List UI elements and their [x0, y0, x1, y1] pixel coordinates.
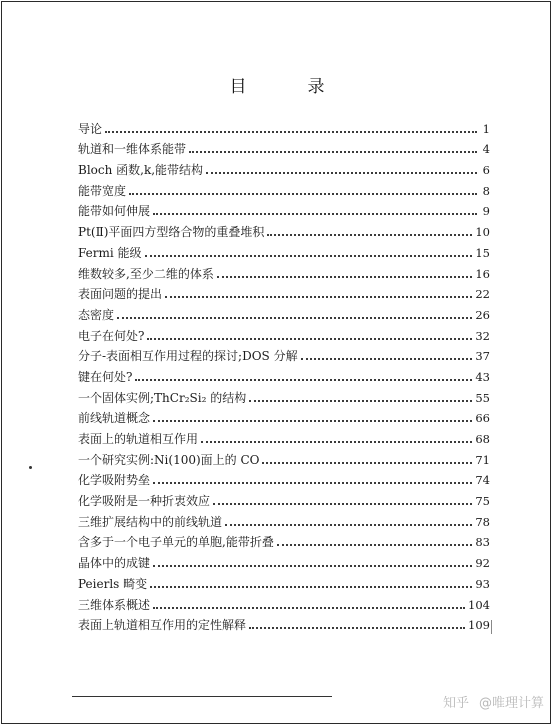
toc-entry-title: Fermi 能级 [78, 245, 142, 260]
toc-entry [78, 239, 490, 260]
toc-entry-page-number: 109 [468, 618, 490, 633]
toc-leader-dots [201, 441, 472, 443]
toc-entry-title: 三维扩展结构中的前线轨道 [78, 514, 223, 529]
toc-leader-dots [249, 400, 472, 402]
toc-leader-dots [262, 462, 472, 464]
toc-entry-title: 能带宽度 [78, 183, 127, 198]
toc-entry-title: 晶体中的成键 [78, 556, 151, 571]
toc-leader-dots [105, 131, 477, 133]
toc-leader-dots [145, 255, 473, 257]
toc-entry-page-number: 92 [475, 556, 490, 571]
toc-entry [78, 281, 490, 302]
toc-entry-page-number: 16 [475, 266, 490, 281]
toc-entry-title: 三维体系概述 [78, 597, 151, 612]
toc-entry-title: 一个固体实例;ThCr₂Si₂ 的结构 [78, 390, 247, 405]
toc-entry-page-number: 93 [475, 576, 490, 591]
toc-leader-dots [217, 276, 473, 278]
toc-entry-title: 表面问题的提出 [78, 287, 163, 302]
toc-entry [78, 218, 490, 239]
toc-entry-title: Pt(Ⅱ)平面四方型络合物的重叠堆积 [78, 225, 265, 240]
toc-leader-dots [147, 338, 472, 340]
toc-entry-page-number: 74 [475, 473, 490, 488]
toc-entry-page-number: 8 [482, 183, 490, 198]
scan-speck [491, 620, 492, 634]
toc-leader-dots [129, 193, 477, 195]
toc-entry-page-number: 68 [475, 432, 490, 446]
footnote-rule [72, 696, 332, 697]
toc-entry-title: 态密度 [78, 307, 115, 322]
toc-entry-title: 表面上轨道相互作用的定性解释 [78, 618, 247, 633]
toc-entry-title: 维数较多,至少二维的体系 [78, 266, 214, 281]
toc-leader-dots [117, 317, 472, 319]
toc-entry-page-number: 55 [475, 390, 490, 405]
toc-list [78, 115, 490, 632]
toc-leader-dots [153, 213, 477, 215]
toc-leader-dots [277, 544, 473, 546]
watermark [443, 692, 544, 711]
toc-entry [78, 136, 490, 157]
toc-entry-title: 轨道和一维体系能带 [78, 142, 187, 157]
toc-entry-title: 表面上的轨道相互作用 [78, 432, 199, 446]
toc-entry-title: 分子-表面相互作用过程的探讨;DOS 分解 [78, 349, 298, 364]
toc-leader-dots [135, 379, 472, 381]
toc-entry-title: Peierls 畸变 [78, 576, 148, 591]
toc-entry-page-number: 37 [475, 349, 490, 364]
toc-entry-title: 化学吸附是一种折衷效应 [78, 494, 211, 509]
toc-entry [78, 549, 490, 570]
toc-entry-page-number: 78 [475, 514, 490, 529]
toc-entry [78, 591, 490, 612]
toc-entry-page-number: 9 [482, 204, 490, 219]
toc-entry [78, 487, 490, 508]
toc-entry-page-number: 10 [475, 225, 490, 240]
toc-entry-page-number: 83 [475, 535, 490, 550]
toc-entry [78, 384, 490, 405]
toc-leader-dots [189, 151, 477, 153]
toc-entry-title: 一个研究实例:Ni(100)面上的 CO [78, 452, 260, 467]
toc-entry-page-number: 104 [468, 597, 490, 612]
toc-leader-dots [153, 565, 472, 567]
toc-leader-dots [301, 358, 473, 360]
toc-entry-page-number: 71 [475, 452, 490, 467]
toc-leader-dots [153, 420, 472, 422]
toc-leader-dots [153, 482, 472, 484]
toc-entry [78, 198, 490, 219]
toc-entry-title: 导论 [78, 121, 103, 136]
toc-entry [78, 425, 490, 446]
toc-entry [78, 529, 490, 550]
toc-entry-title: 前线轨道概念 [78, 411, 151, 426]
watermark-author: @唯理计算 [478, 696, 544, 711]
toc-leader-dots [206, 172, 477, 174]
toc-entry [78, 405, 490, 426]
toc-entry [78, 115, 490, 136]
toc-entry-page-number: 43 [475, 369, 490, 384]
toc-entry-title: 能带如何伸展 [78, 204, 151, 219]
toc-entry-page-number: 6 [482, 163, 490, 178]
toc-entry [78, 508, 490, 529]
toc-entry [78, 156, 490, 177]
toc-leader-dots [153, 607, 465, 609]
toc-entry-title: Bloch 函数,k,能带结构 [78, 163, 204, 178]
toc-leader-dots [267, 234, 472, 236]
toc-entry [78, 301, 490, 322]
page-title: 目 录 [229, 77, 347, 97]
toc-entry [78, 467, 490, 488]
toc-entry-page-number: 66 [475, 411, 490, 426]
toc-leader-dots [150, 586, 472, 588]
toc-entry [78, 322, 490, 343]
toc-entry [78, 177, 490, 198]
toc-entry-page-number: 75 [475, 494, 490, 509]
toc-entry-title: 电子在何处? [78, 328, 145, 343]
toc-entry-page-number: 32 [475, 328, 490, 343]
toc-entry [78, 446, 490, 467]
toc-entry-page-number: 15 [475, 245, 490, 260]
toc-entry [78, 343, 490, 364]
toc-leader-dots [165, 296, 472, 298]
toc-entry-page-number: 26 [475, 307, 490, 322]
toc-leader-dots [249, 627, 465, 629]
toc-entry [78, 260, 490, 281]
toc-entry [78, 363, 490, 384]
toc-leader-dots [213, 503, 472, 505]
toc-entry-page-number: 22 [475, 287, 490, 302]
toc-leader-dots [225, 524, 472, 526]
toc-entry-title: 键在何处? [78, 369, 133, 384]
scan-speck [29, 466, 32, 469]
toc-entry [78, 612, 490, 633]
toc-entry-page-number: 4 [482, 142, 490, 157]
watermark-site: 知乎 [442, 696, 469, 711]
toc-entry-page-number: 1 [482, 121, 490, 136]
toc-entry-title: 化学吸附势垒 [78, 473, 151, 488]
toc-entry-title: 含多于一个电子单元的单胞,能带折叠 [78, 535, 274, 550]
toc-entry [78, 570, 490, 591]
